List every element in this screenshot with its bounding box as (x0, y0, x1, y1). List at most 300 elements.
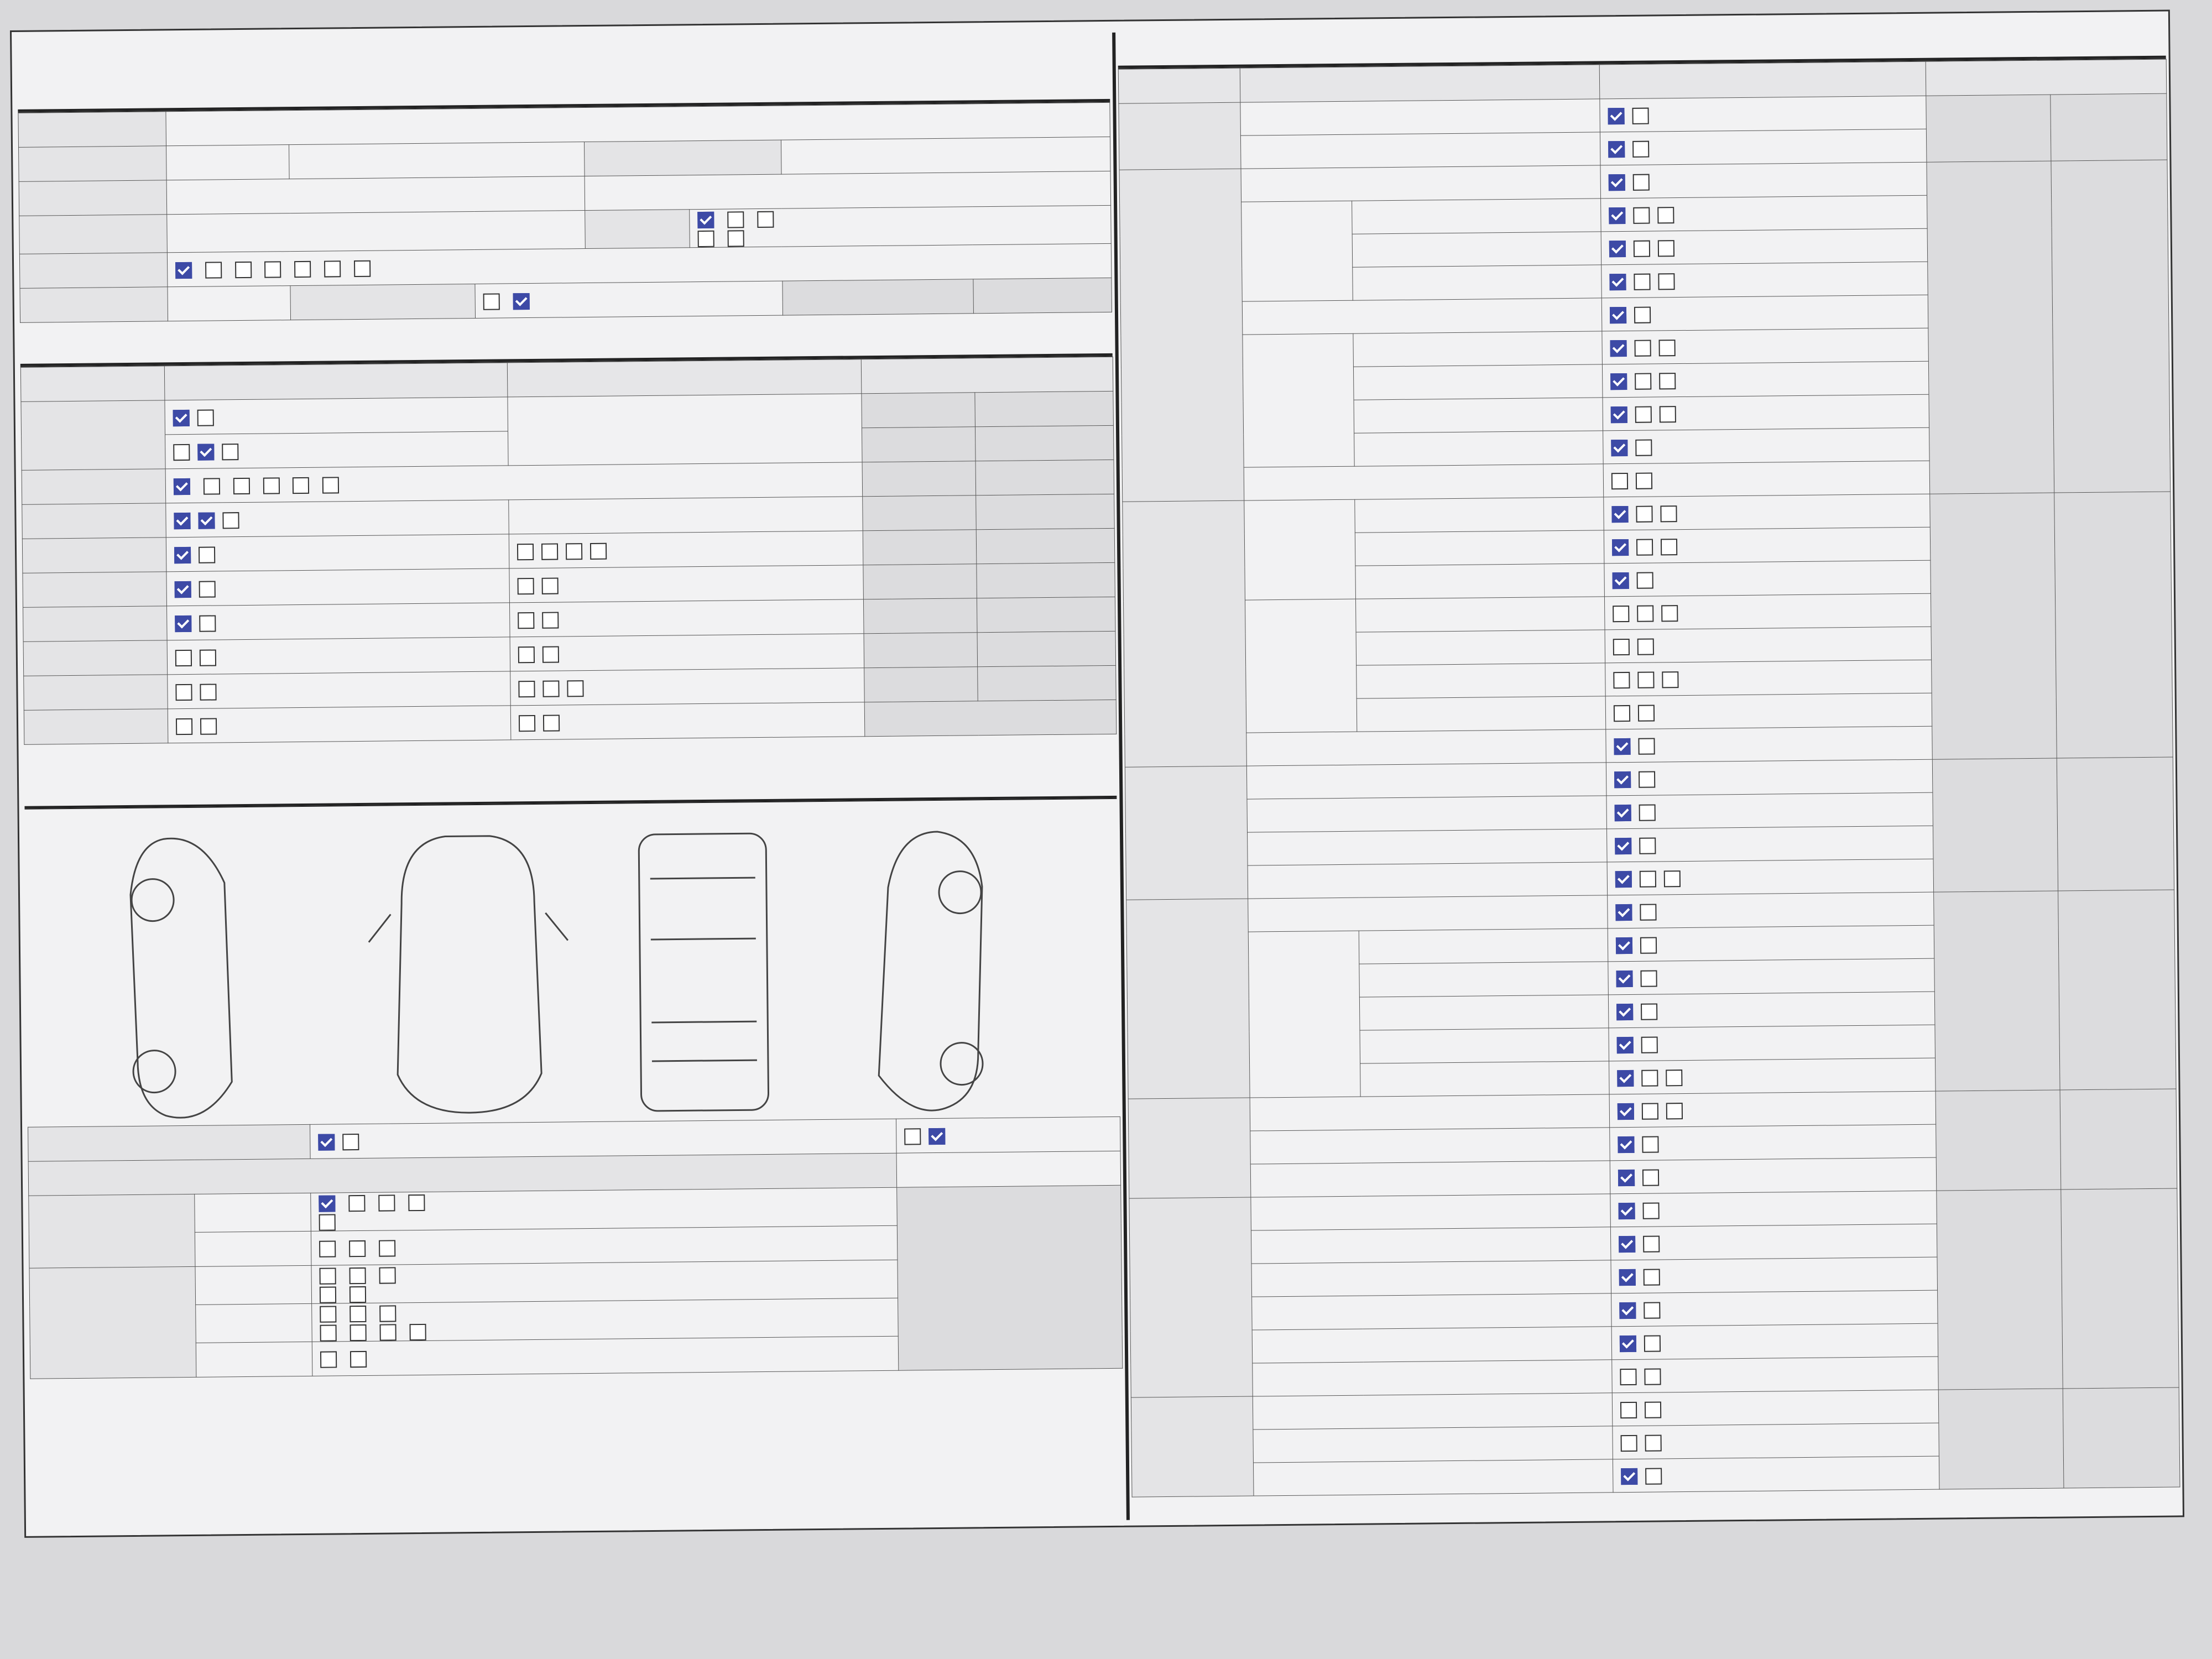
status-checkbox[interactable] (1617, 1070, 1634, 1087)
year-label (19, 146, 166, 182)
status-checkbox[interactable] (1644, 1368, 1661, 1385)
accident-history-options (310, 1119, 897, 1159)
rank1-label (195, 1193, 311, 1232)
status-checkbox[interactable] (1609, 241, 1626, 257)
detail-status-options (1608, 958, 1935, 995)
status-checkbox[interactable] (1610, 340, 1627, 357)
special-options (166, 568, 510, 606)
status-checkbox[interactable] (1640, 970, 1657, 987)
checkbox-repair-yes[interactable] (928, 1128, 945, 1145)
detail-status-options (1603, 427, 1930, 464)
checkbox-insurance-warranty[interactable] (513, 293, 529, 310)
status-checkbox[interactable] (1641, 1070, 1658, 1086)
status-checkbox[interactable] (1635, 440, 1652, 456)
detail-status-options (1609, 1025, 1936, 1061)
simple-repair-options (896, 1117, 1120, 1153)
price-blank (978, 665, 1117, 701)
status-checkbox[interactable] (1611, 406, 1627, 423)
sub-group-label (1245, 599, 1357, 733)
rank2-label (195, 1231, 311, 1266)
basic-info-table (18, 102, 1112, 323)
checkbox-color-change[interactable] (542, 646, 559, 663)
checkbox-option-none[interactable] (175, 684, 192, 701)
status-checkbox[interactable] (1618, 1103, 1634, 1120)
checkbox-side-sill[interactable] (379, 1240, 395, 1256)
checkbox-commercial[interactable] (542, 612, 559, 629)
status-checkbox[interactable] (1638, 738, 1655, 755)
checkbox-co[interactable] (174, 513, 190, 529)
checkbox-device[interactable] (590, 543, 607, 560)
detail-status-options (1606, 826, 1933, 862)
price-blank (977, 631, 1116, 666)
status-checkbox[interactable] (1620, 1369, 1636, 1385)
status-checkbox[interactable] (1613, 572, 1629, 589)
checkbox-recall-done[interactable] (519, 715, 535, 732)
status-checkbox[interactable] (1658, 240, 1674, 257)
checkbox-diesel[interactable] (205, 262, 222, 278)
checkbox-usage-yes[interactable] (199, 615, 216, 632)
detail-item-label (1354, 431, 1604, 466)
mileage-status (165, 431, 509, 469)
color-sub (510, 634, 864, 671)
detail-item-label (1253, 1360, 1613, 1396)
checkbox-rent[interactable] (518, 612, 534, 629)
checkbox-navigation[interactable] (542, 681, 559, 697)
status-checkbox[interactable] (1642, 1103, 1658, 1119)
transmission-label (585, 210, 690, 249)
device-group-label (1119, 169, 1244, 502)
status-checkbox[interactable] (1661, 539, 1677, 555)
detail-status-options (1613, 1423, 1939, 1459)
detail-status-options (1612, 1357, 1939, 1393)
status-checkbox[interactable] (1618, 1136, 1634, 1153)
detail-price-unit (1932, 758, 2058, 892)
checkbox-flood[interactable] (518, 578, 534, 594)
status-checkbox[interactable] (1632, 108, 1648, 124)
status-checkbox[interactable] (1637, 639, 1654, 655)
status-checkbox[interactable] (1621, 1435, 1637, 1452)
detail-item-label (1248, 895, 1608, 932)
emission-label (22, 503, 166, 539)
status-checkbox[interactable] (1615, 871, 1632, 888)
status-checkbox[interactable] (1619, 1269, 1636, 1286)
status-checkbox[interactable] (1637, 672, 1654, 688)
status-checkbox[interactable] (1633, 207, 1650, 224)
checkbox-floor-panel[interactable] (350, 1351, 367, 1368)
detail-status-options (1611, 1323, 1938, 1360)
detail-item-label (1253, 1426, 1613, 1463)
detail-item-label (1250, 1094, 1610, 1131)
checkbox-chromatic[interactable] (200, 649, 216, 666)
status-checkbox[interactable] (1611, 473, 1628, 489)
status-checkbox[interactable] (1664, 870, 1681, 887)
car-diagram (25, 808, 1120, 1128)
checkbox-other-trans[interactable] (728, 230, 744, 247)
status-checkbox[interactable] (1640, 870, 1656, 887)
status-checkbox[interactable] (1618, 1170, 1635, 1186)
status-checkbox[interactable] (1616, 1004, 1633, 1020)
checkbox-semi-auto[interactable] (757, 211, 774, 227)
status-checkbox[interactable] (1660, 406, 1676, 422)
detail-status-options (1605, 627, 1932, 663)
status-checkbox[interactable] (1645, 1401, 1661, 1418)
engine-type-value (168, 286, 291, 321)
checkbox-gauge-bad[interactable] (197, 409, 214, 426)
warranty-label (290, 284, 475, 320)
detail-item-label (1240, 132, 1600, 169)
status-checkbox[interactable] (1609, 207, 1625, 224)
checkbox-illegal[interactable] (541, 544, 558, 560)
status-checkbox[interactable] (1636, 539, 1653, 556)
recall-options (168, 706, 511, 743)
price-unit (863, 495, 977, 531)
status-checkbox[interactable] (1611, 506, 1628, 523)
status-checkbox[interactable] (1621, 1468, 1637, 1485)
inspection-validity-label (289, 142, 585, 179)
checkbox-recall-yes[interactable] (200, 718, 217, 734)
checkbox-normal[interactable] (197, 444, 214, 460)
option-sub (510, 668, 865, 706)
checkbox-accident-yes[interactable] (342, 1134, 359, 1150)
detail-status-options (1605, 693, 1932, 729)
status-checkbox[interactable] (1635, 406, 1652, 423)
price-unit (862, 427, 975, 462)
detail-status-options (1604, 527, 1931, 564)
detail-status-options (1602, 361, 1929, 398)
status-checkbox[interactable] (1634, 307, 1651, 324)
checkbox-pillar-a[interactable] (349, 1324, 366, 1340)
checkbox-front-fender[interactable] (348, 1194, 365, 1211)
checkbox-option-yes[interactable] (200, 684, 216, 700)
status-checkbox[interactable] (1608, 108, 1624, 124)
status-checkbox[interactable] (1610, 307, 1626, 324)
detail-status-options (1608, 992, 1935, 1028)
status-checkbox[interactable] (1640, 937, 1657, 953)
detail-status-options (1600, 96, 1927, 132)
checkbox-accident-none[interactable] (318, 1134, 335, 1150)
price-blank (975, 391, 1114, 426)
price-unit (862, 393, 975, 428)
checkbox-wheel-house[interactable] (349, 1305, 366, 1322)
checkbox-structure[interactable] (566, 543, 582, 560)
checkbox-full-paint[interactable] (518, 646, 535, 663)
checkbox-gauge-good[interactable] (173, 410, 190, 426)
detail-status-options (1610, 1224, 1937, 1260)
status-checkbox[interactable] (1641, 1003, 1657, 1020)
detail-item-label (1357, 696, 1606, 732)
checkbox-tuning-yes[interactable] (199, 546, 215, 563)
status-checkbox[interactable] (1609, 274, 1626, 290)
status-checkbox[interactable] (1634, 241, 1650, 257)
usage-history-header (20, 366, 165, 401)
status-checkbox[interactable] (1642, 1136, 1658, 1152)
checkbox-recall-na[interactable] (176, 718, 192, 735)
checkbox-pillar-c[interactable] (409, 1323, 426, 1340)
checkbox-front-panel[interactable] (320, 1267, 336, 1284)
detail-item-label (1359, 928, 1608, 964)
status-checkbox[interactable] (1638, 705, 1655, 722)
detail-item-header (1240, 65, 1600, 102)
status-checkbox[interactable] (1645, 1468, 1662, 1484)
detail-item-label (1359, 962, 1609, 997)
tuning-sub (509, 531, 863, 568)
status-checkbox[interactable] (1658, 273, 1674, 290)
checkbox-hood[interactable] (319, 1195, 335, 1212)
detail-price-unit (1927, 161, 2054, 494)
price-blank (975, 425, 1114, 461)
status-checkbox[interactable] (1642, 1169, 1659, 1186)
status-checkbox[interactable] (1617, 1037, 1634, 1053)
checkbox-dash-panel[interactable] (320, 1351, 337, 1368)
transmission-options (690, 205, 1111, 247)
device-group-label (1126, 899, 1250, 1099)
detail-item-label (1246, 729, 1606, 766)
overall-table (20, 357, 1117, 745)
detail-status-options (1606, 759, 1933, 796)
status-checkbox[interactable] (1662, 671, 1678, 688)
rankC-parts (312, 1336, 899, 1376)
status-checkbox[interactable] (1644, 1335, 1661, 1352)
main-option-label (24, 675, 168, 710)
status-checkbox[interactable] (1612, 539, 1629, 556)
checkbox-vin-damage[interactable] (233, 478, 250, 494)
checkbox-special-none[interactable] (175, 581, 191, 598)
detail-item-label (1252, 1293, 1612, 1330)
checkbox-auto[interactable] (697, 211, 714, 228)
detail-status-options (1604, 494, 1931, 530)
status-checkbox[interactable] (1640, 904, 1656, 920)
rankC-label (196, 1342, 312, 1377)
checkbox-roof-panel[interactable] (349, 1240, 366, 1257)
checkbox-achromatic[interactable] (175, 650, 192, 666)
rankA-parts (311, 1260, 898, 1303)
checkbox-vin-corrosion[interactable] (204, 478, 220, 494)
first-registration-label (19, 180, 166, 216)
status-checkbox[interactable] (1634, 274, 1650, 290)
status-checkbox[interactable] (1635, 373, 1651, 390)
recall-sub (510, 702, 865, 740)
price-unit (863, 564, 977, 599)
usage-options (167, 603, 510, 640)
status-checkbox[interactable] (1659, 373, 1676, 389)
checkbox-trunk-lid[interactable] (408, 1194, 425, 1211)
checkbox-trunk-floor[interactable] (320, 1286, 336, 1303)
detail-status-options (1604, 593, 1931, 630)
status-checkbox[interactable] (1614, 738, 1630, 755)
status-checkbox[interactable] (1615, 904, 1632, 921)
status-checkbox[interactable] (1644, 1302, 1660, 1318)
checkbox-tuning-none[interactable] (174, 547, 191, 564)
checkbox-lpg[interactable] (235, 262, 252, 278)
status-checkbox[interactable] (1616, 937, 1632, 954)
detail-item-label (1241, 165, 1601, 202)
checkbox-vin-good[interactable] (174, 478, 190, 495)
detail-item-label (1253, 1459, 1613, 1496)
mileage-label (21, 400, 165, 470)
price-unit (863, 598, 977, 634)
status-checkbox[interactable] (1643, 1235, 1660, 1252)
status-checkbox[interactable] (1619, 1236, 1635, 1253)
detail-item-label (1244, 464, 1604, 500)
checkbox-few[interactable] (222, 444, 238, 460)
status-checkbox[interactable] (1610, 373, 1627, 390)
status-checkbox[interactable] (1615, 805, 1631, 821)
sub-group-label (1248, 931, 1360, 1098)
checkbox-repair-none[interactable] (904, 1128, 921, 1145)
price-blank (977, 597, 1115, 632)
checkbox-many[interactable] (173, 444, 190, 461)
detail-status-options (1604, 560, 1931, 597)
status-checkbox[interactable] (1642, 1202, 1659, 1219)
vin-value (167, 211, 586, 253)
status-checkbox[interactable] (1641, 1036, 1658, 1053)
checkbox-vin-altered[interactable] (293, 477, 309, 494)
status-checkbox[interactable] (1644, 1269, 1660, 1285)
checkbox-hydrogen[interactable] (324, 260, 341, 277)
inspection-validity-value (585, 171, 1110, 210)
checkbox-recall-notdone[interactable] (543, 715, 560, 732)
status-checkbox[interactable] (1633, 174, 1650, 191)
checkbox-usage-none[interactable] (175, 615, 191, 632)
detail-status-options (1601, 195, 1928, 232)
special-sub (509, 565, 864, 603)
status-checkbox[interactable] (1616, 971, 1632, 987)
status-checkbox[interactable] (1619, 1302, 1636, 1319)
status-checkbox[interactable] (1613, 672, 1630, 688)
price-blank (976, 528, 1115, 564)
status-checkbox[interactable] (1635, 340, 1651, 357)
status-checkbox[interactable] (1639, 837, 1656, 854)
checkbox-quarter-panel[interactable] (319, 1240, 336, 1257)
detail-item-label (1360, 1028, 1609, 1063)
detail-status-options (1601, 262, 1928, 298)
detail-price-unit (1938, 1389, 2064, 1489)
status-checkbox[interactable] (1615, 838, 1631, 854)
checkbox-option-other[interactable] (567, 680, 583, 697)
status-checkbox[interactable] (1639, 771, 1655, 788)
status-checkbox[interactable] (1660, 505, 1677, 522)
inspection-record-sheet (10, 10, 2184, 1538)
gauge-status (165, 397, 508, 435)
checkbox-smoke[interactable] (222, 512, 239, 529)
detail-price-note (2054, 492, 2173, 758)
status-checkbox[interactable] (1657, 207, 1674, 223)
checkbox-fuel-other[interactable] (354, 260, 371, 277)
color-options (167, 637, 510, 675)
checkbox-sunroof[interactable] (518, 681, 535, 697)
sub-group-label (1241, 201, 1353, 301)
status-checkbox[interactable] (1645, 1434, 1662, 1451)
detail-item-label (1250, 1161, 1610, 1197)
emission-options (166, 500, 509, 538)
rank1-parts (311, 1187, 898, 1231)
status-checkbox[interactable] (1614, 705, 1630, 722)
checkbox-vin-painted[interactable] (322, 477, 339, 493)
checkbox-door[interactable] (378, 1194, 395, 1211)
device-group-label (1129, 1197, 1253, 1397)
status-checkbox[interactable] (1632, 141, 1649, 158)
status-checkbox[interactable] (1639, 805, 1656, 821)
status-checkbox[interactable] (1620, 1402, 1637, 1418)
detail-price-note (2058, 890, 2176, 1090)
checkbox-package-tray[interactable] (379, 1305, 396, 1322)
status-checkbox[interactable] (1620, 1335, 1636, 1352)
checkbox-cross-member[interactable] (349, 1267, 366, 1284)
checkbox-inside-panel[interactable] (379, 1267, 395, 1284)
detail-item-label (1355, 597, 1605, 632)
checkbox-pillar-b[interactable] (379, 1324, 396, 1340)
vin-label (19, 215, 168, 254)
checkbox-legal[interactable] (517, 544, 534, 560)
status-checkbox[interactable] (1661, 605, 1678, 622)
main-frame-label (29, 1266, 196, 1379)
status-checkbox[interactable] (1614, 771, 1631, 788)
price-unit (862, 461, 976, 497)
status-checkbox[interactable] (1659, 340, 1676, 356)
usage-sub (509, 599, 864, 637)
status-checkbox[interactable] (1637, 572, 1653, 589)
car-name-label (18, 112, 166, 148)
detail-item-label (1248, 862, 1608, 899)
checkbox-cvt[interactable] (698, 230, 714, 247)
detail-price-unit (1926, 95, 2051, 162)
status-checkbox[interactable] (1608, 141, 1625, 158)
tuning-options (166, 534, 509, 572)
checkbox-hybrid[interactable] (265, 261, 281, 278)
status-checkbox[interactable] (1618, 1203, 1635, 1219)
detail-item-label (1252, 1327, 1612, 1363)
checkbox-side-member[interactable] (320, 1306, 336, 1322)
detail-item-label (1356, 630, 1605, 665)
fuel-label (19, 253, 167, 289)
checkbox-hc[interactable] (198, 512, 215, 529)
checkbox-special-yes[interactable] (199, 581, 216, 597)
checkbox-rear-panel[interactable] (349, 1286, 366, 1302)
detail-item-label (1247, 796, 1607, 832)
detail-status-options (1606, 726, 1933, 763)
checkbox-self-warranty[interactable] (483, 294, 500, 310)
rankB-label (196, 1303, 312, 1343)
checkbox-manual[interactable] (727, 211, 744, 228)
checkbox-radiator-support[interactable] (319, 1214, 336, 1230)
item-header (507, 359, 862, 397)
status-checkbox[interactable] (1637, 606, 1653, 622)
device-group-label (1125, 766, 1248, 900)
checkbox-vin-mismatch[interactable] (263, 477, 279, 494)
detail-status-section (1118, 56, 2180, 1498)
status-checkbox[interactable] (1613, 606, 1629, 622)
detail-status-options (1610, 1191, 1937, 1227)
detail-price-header (1926, 59, 2167, 96)
status-checkbox[interactable] (1666, 1070, 1682, 1086)
checkbox-gasoline[interactable] (175, 262, 192, 279)
status-checkbox[interactable] (1666, 1103, 1683, 1119)
checkbox-fire[interactable] (542, 578, 559, 594)
detail-item-label (1354, 398, 1603, 433)
checkbox-electric[interactable] (294, 261, 311, 278)
detail-price-note (2057, 757, 2174, 891)
sub-group-label (1243, 333, 1354, 467)
status-checkbox[interactable] (1636, 506, 1652, 523)
status-checkbox[interactable] (1636, 473, 1652, 489)
status-checkbox[interactable] (1613, 639, 1630, 655)
price-blank (976, 494, 1115, 529)
status-checkbox[interactable] (1611, 440, 1627, 456)
status-checkbox[interactable] (1609, 174, 1625, 191)
rankB-parts (312, 1298, 899, 1342)
base-price-label (782, 279, 973, 315)
checkbox-pillar-panel[interactable] (320, 1324, 336, 1341)
